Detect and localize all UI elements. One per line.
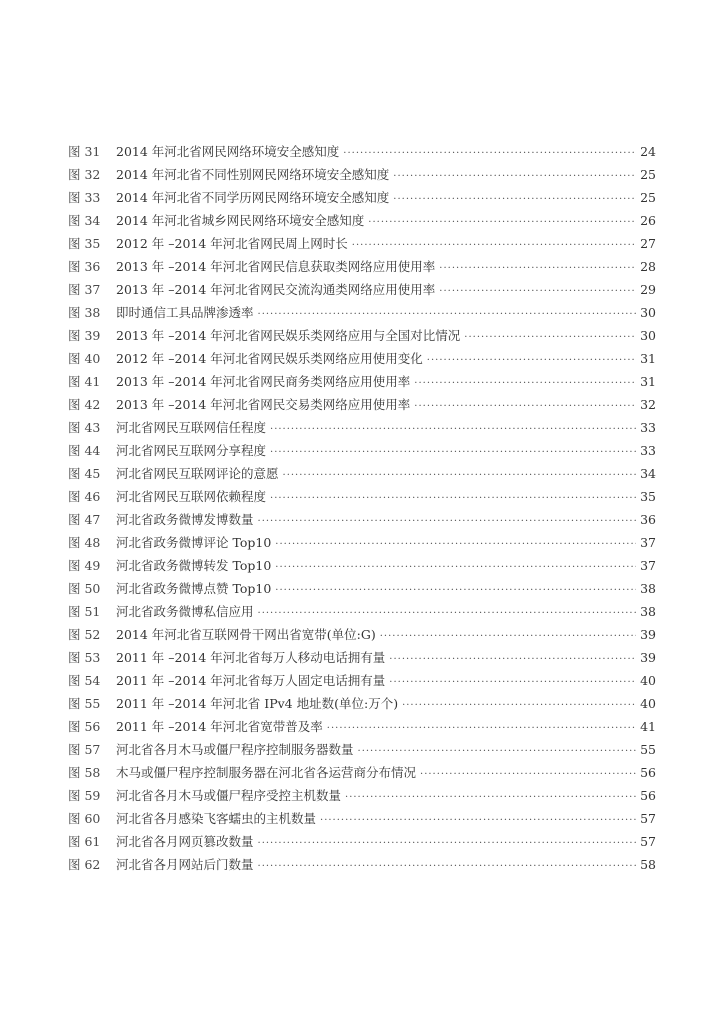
dot-leader (464, 326, 636, 349)
figure-number: 图 33 (68, 190, 101, 205)
figure-number: 图 61 (68, 834, 101, 849)
page-number: 36 (640, 512, 656, 527)
dot-leader (427, 349, 636, 372)
dot-leader (389, 671, 636, 694)
page-number: 27 (640, 236, 656, 251)
toc-entry[interactable] (68, 163, 656, 186)
figure-number: 图 42 (68, 397, 101, 412)
page-number: 38 (640, 604, 656, 619)
toc-entry[interactable] (68, 623, 656, 646)
figure-number: 图 32 (68, 167, 101, 182)
toc-entry[interactable] (68, 531, 656, 554)
dot-leader (352, 234, 636, 257)
page-number: 38 (640, 581, 656, 596)
figure-number: 图 34 (68, 213, 101, 228)
figure-title: 2012 年 –2014 年河北省网民周上网时长 (116, 236, 348, 251)
figure-title: 河北省网民互联网评论的意愿 (116, 466, 279, 481)
dot-leader (380, 625, 636, 648)
figure-title: 河北省网民互联网分享程度 (116, 443, 267, 458)
figure-title: 2013 年 –2014 年河北省网民交流沟通类网络应用使用率 (116, 282, 436, 297)
figure-number: 图 55 (68, 696, 101, 711)
figure-number: 图 36 (68, 259, 101, 274)
page-number: 56 (640, 765, 656, 780)
page-number: 33 (640, 443, 656, 458)
toc-entry[interactable] (68, 600, 656, 623)
page-number: 57 (640, 834, 656, 849)
toc-entry[interactable] (68, 485, 656, 508)
dot-leader (258, 303, 637, 326)
figure-title: 河北省政务微博私信应用 (116, 604, 254, 619)
figure-number: 图 53 (68, 650, 101, 665)
toc-entry[interactable] (68, 462, 656, 485)
figure-title: 河北省各月木马或僵尸程序受控主机数量 (116, 788, 342, 803)
dot-leader (439, 257, 636, 280)
page-number: 58 (640, 857, 656, 872)
figure-title: 河北省政务微博评论 Top10 (116, 535, 272, 550)
dot-leader (270, 487, 636, 510)
figure-title: 2014 年河北省不同性别网民网络环境安全感知度 (116, 167, 390, 182)
figure-number: 图 46 (68, 489, 101, 504)
dot-leader (275, 556, 636, 579)
dot-leader (345, 786, 636, 809)
page-number: 32 (640, 397, 656, 412)
dot-leader (393, 165, 636, 188)
figure-title: 2013 年 –2014 年河北省网民信息获取类网络应用使用率 (116, 259, 436, 274)
dot-leader (393, 188, 636, 211)
toc-entry[interactable] (68, 692, 656, 715)
page-number: 24 (640, 144, 656, 159)
figure-number: 图 56 (68, 719, 101, 734)
dot-leader (414, 372, 636, 395)
figure-number: 图 40 (68, 351, 101, 366)
figure-title: 河北省各月感染飞客蠕虫的主机数量 (116, 811, 317, 826)
figure-number: 图 43 (68, 420, 101, 435)
figure-list-of-contents (68, 140, 656, 876)
figure-number: 图 45 (68, 466, 101, 481)
figure-number: 图 51 (68, 604, 101, 619)
dot-leader (270, 441, 636, 464)
dot-leader (258, 855, 637, 878)
dot-leader (343, 142, 636, 165)
toc-entry[interactable] (68, 738, 656, 761)
dot-leader (258, 832, 637, 855)
toc-entry[interactable] (68, 646, 656, 669)
figure-number: 图 44 (68, 443, 101, 458)
page-number: 30 (640, 328, 656, 343)
figure-title: 即时通信工具品牌渗透率 (116, 305, 254, 320)
figure-title: 2011 年 –2014 年河北省宽带普及率 (116, 719, 323, 734)
toc-entry[interactable] (68, 554, 656, 577)
figure-title: 河北省政务微博发博数量 (116, 512, 254, 527)
toc-entry[interactable] (68, 140, 656, 163)
dot-leader (270, 418, 636, 441)
figure-title: 2011 年 –2014 年河北省 IPv4 地址数(单位:万个) (116, 696, 399, 711)
figure-number: 图 41 (68, 374, 101, 389)
figure-number: 图 60 (68, 811, 101, 826)
figure-number: 图 58 (68, 765, 101, 780)
figure-number: 图 48 (68, 535, 101, 550)
figure-number: 图 38 (68, 305, 101, 320)
figure-title: 河北省政务微博转发 Top10 (116, 558, 272, 573)
figure-title: 2013 年 –2014 年河北省网民交易类网络应用使用率 (116, 397, 411, 412)
dot-leader (258, 602, 637, 625)
page-number: 35 (640, 489, 656, 504)
toc-entry[interactable] (68, 370, 656, 393)
toc-entry[interactable] (68, 853, 656, 876)
figure-title: 木马或僵尸程序控制服务器在河北省各运营商分布情况 (116, 765, 417, 780)
figure-title: 2014 年河北省互联网骨干网出省宽带(单位:G) (116, 627, 376, 642)
page-number: 34 (640, 466, 656, 481)
page-number: 25 (640, 167, 656, 182)
dot-leader (275, 579, 636, 602)
toc-entry[interactable] (68, 715, 656, 738)
toc-entry[interactable] (68, 232, 656, 255)
page-number: 39 (640, 650, 656, 665)
figure-number: 图 57 (68, 742, 101, 757)
toc-entry[interactable] (68, 807, 656, 830)
figure-title: 2014 年河北省网民网络环境安全感知度 (116, 144, 340, 159)
dot-leader (439, 280, 636, 303)
page-number: 39 (640, 627, 656, 642)
page-number: 40 (640, 696, 656, 711)
dot-leader (420, 763, 636, 786)
figure-title: 河北省网民互联网信任程度 (116, 420, 267, 435)
page-number: 55 (640, 742, 656, 757)
toc-entry[interactable] (68, 830, 656, 853)
toc-entry[interactable] (68, 186, 656, 209)
figure-title: 河北省政务微博点赞 Top10 (116, 581, 272, 596)
dot-leader (414, 395, 636, 418)
toc-entry[interactable] (68, 278, 656, 301)
dot-leader (358, 740, 637, 763)
page-number: 33 (640, 420, 656, 435)
figure-title: 2012 年 –2014 年河北省网民娱乐类网络应用使用变化 (116, 351, 423, 366)
toc-entry[interactable] (68, 761, 656, 784)
figure-title: 2011 年 –2014 年河北省每万人固定电话拥有量 (116, 673, 386, 688)
figure-title: 2014 年河北省城乡网民网络环境安全感知度 (116, 213, 365, 228)
page-number: 30 (640, 305, 656, 320)
figure-number: 图 39 (68, 328, 101, 343)
figure-title: 河北省各月木马或僵尸程序控制服务器数量 (116, 742, 354, 757)
dot-leader (320, 809, 636, 832)
page-number: 25 (640, 190, 656, 205)
figure-number: 图 52 (68, 627, 101, 642)
page-number: 26 (640, 213, 656, 228)
page-number: 31 (640, 374, 656, 389)
figure-number: 图 37 (68, 282, 101, 297)
toc-entry[interactable] (68, 324, 656, 347)
toc-entry[interactable] (68, 669, 656, 692)
page-number: 37 (640, 558, 656, 573)
figure-number: 图 49 (68, 558, 101, 573)
figure-number: 图 54 (68, 673, 101, 688)
toc-entry[interactable] (68, 784, 656, 807)
toc-entry[interactable] (68, 209, 656, 232)
figure-title: 2014 年河北省不同学历网民网络环境安全感知度 (116, 190, 390, 205)
toc-entry[interactable] (68, 508, 656, 531)
toc-entry[interactable] (68, 393, 656, 416)
figure-title: 河北省各月网站后门数量 (116, 857, 254, 872)
figure-number: 图 35 (68, 236, 101, 251)
page-number: 29 (640, 282, 656, 297)
figure-number: 图 59 (68, 788, 101, 803)
figure-number: 图 31 (68, 144, 101, 159)
page-number: 31 (640, 351, 656, 366)
page-number: 28 (640, 259, 656, 274)
dot-leader (402, 694, 636, 717)
toc-entry[interactable] (68, 301, 656, 324)
page-number: 40 (640, 673, 656, 688)
toc-entry[interactable] (68, 439, 656, 462)
toc-entry[interactable] (68, 416, 656, 439)
dot-leader (327, 717, 636, 740)
figure-number: 图 50 (68, 581, 101, 596)
figure-title: 2011 年 –2014 年河北省每万人移动电话拥有量 (116, 650, 386, 665)
figure-number: 图 47 (68, 512, 101, 527)
dot-leader (275, 533, 636, 556)
toc-entry[interactable] (68, 577, 656, 600)
toc-entry[interactable] (68, 255, 656, 278)
dot-leader (258, 510, 637, 533)
dot-leader (283, 464, 637, 487)
figure-title: 2013 年 –2014 年河北省网民娱乐类网络应用与全国对比情况 (116, 328, 461, 343)
page-number: 57 (640, 811, 656, 826)
page-number: 37 (640, 535, 656, 550)
dot-leader (389, 648, 636, 671)
figure-number: 图 62 (68, 857, 101, 872)
toc-entry[interactable] (68, 347, 656, 370)
figure-title: 河北省各月网页篡改数量 (116, 834, 254, 849)
figure-title: 2013 年 –2014 年河北省网民商务类网络应用使用率 (116, 374, 411, 389)
dot-leader (368, 211, 636, 234)
page-number: 41 (640, 719, 656, 734)
figure-title: 河北省网民互联网依赖程度 (116, 489, 267, 504)
page-number: 56 (640, 788, 656, 803)
